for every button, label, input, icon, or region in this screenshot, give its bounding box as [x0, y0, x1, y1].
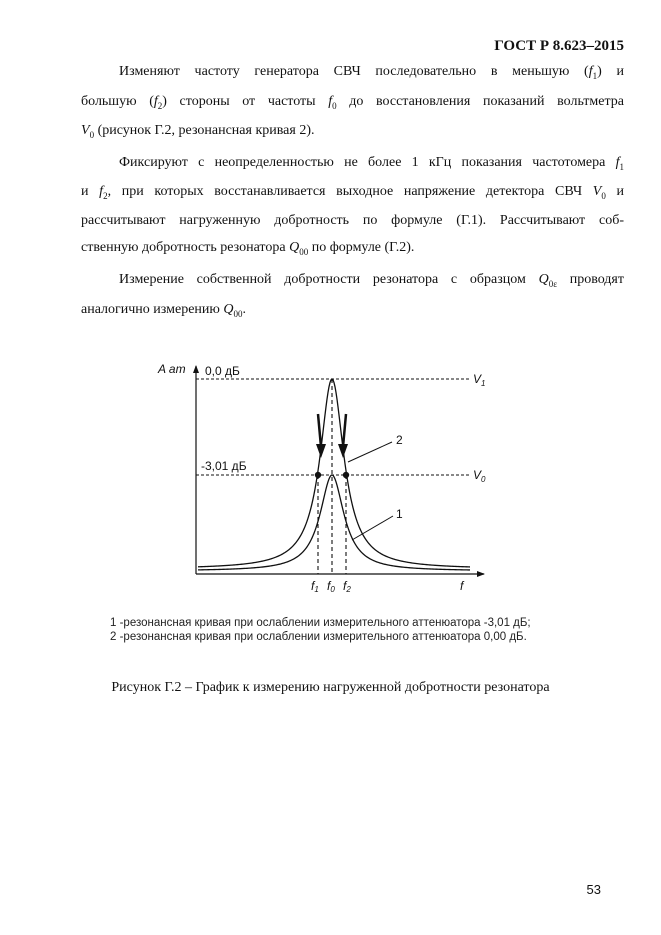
f2-label: f2	[343, 579, 351, 594]
sub-1: 1	[619, 161, 624, 172]
sub-0e: 0ε	[548, 278, 557, 289]
sub-00: 00	[299, 246, 309, 257]
resonance-curve-figure	[0, 350, 661, 600]
text-run: рассчитывают нагруженную добротность по формуле (Г.1). Рассчитывают соб-	[81, 213, 624, 228]
var-v: V	[592, 184, 602, 199]
curve-1-label: 1	[396, 507, 403, 521]
paragraph-2-line-1	[81, 153, 624, 177]
text-run: большую (	[81, 94, 154, 109]
page-number: 53	[586, 882, 601, 897]
paragraph-2-line-4	[81, 238, 624, 262]
leader-curve-2	[348, 442, 392, 462]
var-f: f	[99, 184, 104, 199]
x-axis-label: f	[460, 579, 464, 593]
arrow-left-head	[316, 444, 326, 458]
point-f1	[315, 472, 321, 478]
leader-curve-1	[352, 516, 393, 540]
arrow-right-shaft	[343, 414, 346, 447]
text-run: до восстановления показаний вольтметра	[349, 94, 624, 109]
paragraph-2-line-2	[81, 182, 624, 206]
paragraph-3-line-2	[81, 300, 624, 324]
paragraph-1-line-2	[81, 92, 624, 116]
paragraph-3-line-1	[81, 270, 624, 294]
sub-2: 2	[103, 190, 108, 201]
paragraph-2-line-3	[81, 211, 624, 231]
f0-label: f0	[327, 579, 335, 594]
sub-2: 2	[157, 100, 163, 111]
var-q: Q	[223, 302, 234, 317]
legend-line-2: 2 -резонансная кривая при ослаблении измерительного аттенюатора 0,00 дБ.	[110, 631, 527, 643]
text-run: по формуле (Г.2).	[311, 240, 415, 255]
standard-header: ГОСТ Р 8.623–2015	[494, 38, 624, 54]
sub-0: 0	[601, 190, 606, 201]
text-run: (рисунок Г.2, резонансная кривая 2).	[97, 123, 315, 138]
level-top-label: 0,0 дБ	[205, 364, 240, 378]
text-run: и	[81, 184, 89, 199]
sub-0: 0	[89, 129, 95, 140]
var-q: Q	[538, 272, 549, 287]
text-run: ) стороны от частоты	[162, 94, 316, 109]
arrow-left-shaft	[318, 414, 321, 447]
point-f2	[343, 472, 349, 478]
arrow-right-head	[338, 444, 348, 458]
sub-00: 00	[233, 308, 243, 319]
var-v: V	[81, 123, 90, 138]
var-f: f	[588, 64, 593, 79]
var-f: f	[153, 94, 158, 109]
var-q: Q	[289, 240, 300, 255]
sub-0: 0	[332, 100, 337, 111]
var-f: f	[328, 94, 333, 109]
v0-label: $V_0$	[473, 468, 486, 484]
text-run: Измерение собственной добротности резонатора с образцом	[119, 272, 526, 287]
paragraph-1-line-1	[81, 62, 624, 86]
y-axis-label: A ат	[158, 362, 186, 376]
v1-label: $V_1$	[473, 372, 486, 388]
text-run: Фиксируют с неопределенностью не более 1 кГц показания частотомера	[119, 155, 606, 170]
level-mid-label: -3,01 дБ	[201, 459, 247, 473]
paragraph-1-line-3	[81, 121, 624, 145]
var-f: f	[615, 155, 620, 170]
text-run: .	[242, 302, 246, 317]
text-run: , при которых восстанавливается выходное напряжение детектора СВЧ	[107, 184, 583, 199]
curve-2-label: 2	[396, 433, 403, 447]
text-run: проводят	[569, 272, 624, 287]
text-run: ) и	[597, 64, 624, 79]
text-run: Изменяют частоту генератора СВЧ последовательно в меньшую (	[119, 64, 589, 79]
text-run: и	[616, 184, 625, 199]
sub-1: 1	[592, 70, 598, 81]
f1-label: f1	[311, 579, 319, 594]
text-run: аналогично измерению	[81, 302, 220, 317]
text-run: ственную добротность резонатора	[81, 240, 286, 255]
figure-caption: Рисунок Г.2 – График к измерению нагруженной добротности резонатора	[111, 680, 550, 695]
resonance-curve-1	[198, 475, 470, 570]
legend-line-1: 1 -резонансная кривая при ослаблении измерительного аттенюатора -3,01 дБ;	[110, 617, 531, 629]
